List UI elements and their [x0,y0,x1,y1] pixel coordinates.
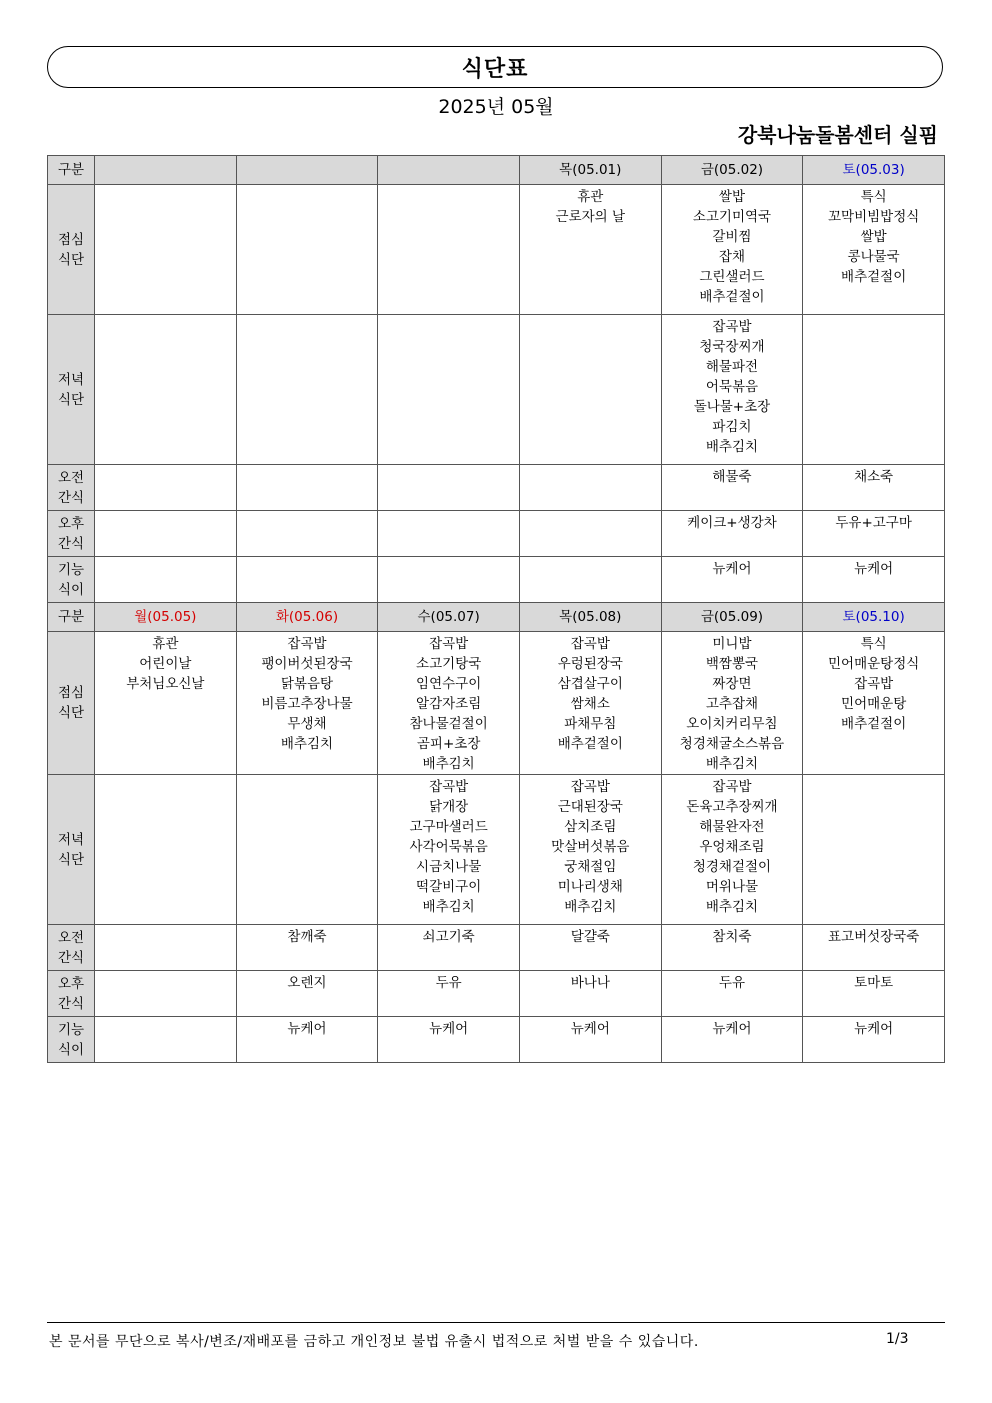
row-label-text: 식단 [57,705,85,721]
menu-item: 잡곡밥 [570,636,610,652]
menu-cell [95,465,237,511]
row-label [48,1017,95,1063]
menu-item: 우엉채조림 [699,839,765,855]
row-label-text: 오전 [57,929,85,946]
menu-item: 쌀밥 [718,189,745,205]
menu-item: 뉴케어 [287,1021,327,1037]
title-box [47,46,943,88]
menu-cell [236,465,378,511]
menu-item: 닭볶음탕 [280,676,334,692]
row-label-text: 오후 [57,975,85,992]
day-header: 금(05.02) [661,156,803,185]
day-header: 토(05.03) [803,156,945,185]
row-label [48,315,95,465]
footer-divider [47,1322,945,1323]
row-label [48,511,95,557]
menu-item: 두유 [718,975,745,991]
menu-item: 파채무침 [564,716,617,732]
menu-cell [661,971,803,1017]
menu-item: 뉴케어 [712,1021,752,1037]
menu-row-lunch [48,185,945,315]
menu-item: 뉴케어 [570,1021,610,1037]
menu-item: 미나리생채 [557,879,623,895]
menu-cell [803,511,945,557]
menu-cell [661,465,803,511]
menu-item: 케이크+생강차 [687,515,777,531]
menu-item: 오렌지 [287,975,327,991]
menu-row-am-snack [48,465,945,511]
menu-row-pm-snack [48,511,945,557]
menu-item: 쌀밥 [860,229,887,245]
menu-cell [236,775,378,925]
day-header: 토(05.10) [803,603,945,632]
day-header [378,156,520,185]
day-header: 목(05.08) [519,603,661,632]
menu-item: 돌나물+초장 [693,399,771,415]
menu-cell [661,557,803,603]
page-number: 1/3 [886,1331,909,1347]
menu-cell [661,925,803,971]
menu-cell [803,632,945,775]
menu-item: 채소죽 [854,469,894,485]
menu-cell [519,465,661,511]
menu-item: 배추김치 [280,736,334,752]
menu-item: 잡채 [718,249,745,265]
row-label-text: 간식 [57,995,85,1012]
menu-item: 그린샐러드 [699,269,765,285]
menu-item: 청국장찌개 [699,339,765,355]
menu-item: 임연수구이 [416,676,482,692]
menu-cell [236,632,378,775]
week-header-row [48,603,945,632]
menu-cell [95,511,237,557]
menu-cell [236,925,378,971]
menu-cell [378,185,520,315]
menu-cell [661,632,803,775]
menu-cell [519,775,661,925]
menu-item: 어린이날 [139,656,192,672]
day-header: 화(05.06) [236,603,378,632]
menu-item: 갈비찜 [712,229,752,245]
menu-cell [95,971,237,1017]
menu-item: 배추김치 [705,439,759,455]
menu-item: 배추김치 [422,756,475,772]
day-header: 수(05.07) [378,603,520,632]
day-header [95,156,237,185]
footer-notice: 본 문서를 무단으로 복사/변조/재배포를 금하고 개인정보 불법 유출시 법적으로 처벌 받을 수 있습니다. [49,1334,699,1350]
menu-cell [236,185,378,315]
menu-row-functional [48,557,945,603]
menu-item: 맛살버섯볶음 [551,839,630,855]
row-label-text: 식이 [57,1041,85,1058]
menu-item: 삼치조림 [564,819,617,835]
menu-cell [661,185,803,315]
menu-row-dinner [48,775,945,925]
menu-item: 백짬뽕국 [705,656,759,672]
menu-item: 배추김치 [422,899,475,915]
menu-cell [236,315,378,465]
menu-item: 궁채절임 [564,859,617,875]
menu-cell [378,557,520,603]
menu-item: 뉴케어 [854,1021,894,1037]
menu-cell [519,315,661,465]
row-label-text: 저녁 [57,371,85,388]
menu-cell [519,632,661,775]
menu-row-pm-snack [48,971,945,1017]
menu-item: 쌈채소 [570,696,610,712]
menu-item: 우렁된장국 [557,656,623,672]
menu-item: 소고기탕국 [416,656,482,672]
row-label [48,185,95,315]
menu-item: 특식 [860,189,887,205]
menu-item: 짜장면 [712,676,752,692]
menu-item: 달걀죽 [570,929,610,945]
menu-item: 뉴케어 [712,561,752,577]
row-label-text: 간식 [57,489,85,506]
menu-item: 사각어묵볶음 [409,839,488,855]
menu-cell [95,1017,237,1063]
row-label-text: 간식 [57,535,85,552]
menu-row-dinner [48,315,945,465]
row-label [48,465,95,511]
menu-item: 잡곡밥 [429,636,469,652]
menu-item: 토마토 [854,975,894,991]
menu-cell [519,557,661,603]
row-label-text: 기능 [57,1021,85,1038]
menu-item: 배추김치 [705,756,759,772]
menu-item: 무생채 [287,716,327,732]
menu-cell [236,511,378,557]
menu-cell [378,315,520,465]
menu-cell [378,775,520,925]
menu-cell [519,511,661,557]
row-label-text: 점심 [57,231,85,248]
menu-cell [803,557,945,603]
menu-cell [378,971,520,1017]
row-label-text: 식단 [57,391,85,408]
menu-item: 배추겉절이 [557,736,623,752]
menu-cell [95,315,237,465]
row-label [48,775,95,925]
row-label-text: 점심 [57,685,85,701]
day-header: 금(05.09) [661,603,803,632]
menu-item: 비름고추장나물 [261,696,353,712]
menu-item: 참깨죽 [287,929,327,945]
menu-cell [803,315,945,465]
day-header: 월(05.05) [95,603,237,632]
menu-item: 알감자조림 [416,696,482,712]
menu-item: 해물완자전 [699,819,765,835]
menu-item: 뉴케어 [854,561,894,577]
menu-item: 콩나물국 [847,249,900,265]
menu-item: 돈육고추장찌개 [686,799,778,815]
row-label-text: 식이 [57,581,85,598]
menu-cell [661,315,803,465]
menu-cell [95,632,237,775]
menu-item: 닭개장 [429,799,469,815]
menu-item: 뉴케어 [429,1021,469,1037]
menu-item: 해물죽 [712,469,752,485]
row-label-text: 오후 [57,515,85,532]
menu-item: 삼겹살구이 [557,676,623,692]
menu-cell [803,775,945,925]
menu-cell [95,185,237,315]
menu-cell [95,557,237,603]
menu-cell [519,185,661,315]
menu-table [47,155,945,1063]
menu-item: 곰피+초장 [416,736,481,752]
menu-cell [236,971,378,1017]
row-label-text: 오전 [57,469,85,486]
menu-cell [519,971,661,1017]
menu-row-am-snack [48,925,945,971]
row-label-text: 식단 [57,251,85,268]
menu-item: 어묵볶음 [705,379,759,395]
menu-item: 휴관 [577,189,604,205]
menu-cell [378,632,520,775]
row-label-text: 식단 [57,851,85,868]
menu-cell [519,1017,661,1063]
menu-cell [378,925,520,971]
menu-item: 특식 [860,636,887,652]
menu-item: 시금치나물 [416,859,482,875]
menu-cell [236,557,378,603]
row-label-text: 간식 [57,949,85,966]
menu-item: 잡곡밥 [429,779,469,795]
menu-item: 근로자의 날 [555,209,626,225]
menu-cell [378,465,520,511]
menu-item: 떡갈비구이 [416,879,482,895]
menu-cell [661,775,803,925]
menu-item: 배추김치 [705,899,759,915]
menu-item: 부처님오신날 [126,676,205,692]
menu-item: 청경채굴소스볶음 [679,736,785,752]
menu-cell [803,1017,945,1063]
menu-item: 고추잡채 [705,696,759,712]
menu-cell [803,465,945,511]
menu-item: 민어매운탕 [841,696,907,712]
menu-item: 청경채겉절이 [692,859,772,875]
menu-cell [519,925,661,971]
menu-cell [95,775,237,925]
menu-item: 민어매운탕정식 [827,656,920,672]
header-label: 구분 [48,156,95,185]
menu-item: 잡곡밥 [287,636,327,652]
menu-cell [236,1017,378,1063]
row-label [48,971,95,1017]
menu-item: 잡곡밥 [854,676,894,692]
menu-cell [661,511,803,557]
menu-item: 머위나물 [705,879,759,895]
row-label-text: 저녁 [57,831,85,848]
menu-item: 참치죽 [712,929,752,945]
menu-row-functional [48,1017,945,1063]
day-header [236,156,378,185]
menu-item: 근대된장국 [557,799,623,815]
week-header-row [48,156,945,185]
menu-item: 미니밥 [712,636,752,652]
menu-cell [95,925,237,971]
menu-row-lunch [48,632,945,775]
row-label [48,557,95,603]
page-title: 식단표 [461,56,529,82]
day-header: 목(05.01) [519,156,661,185]
menu-item: 바나나 [570,975,610,991]
menu-item: 배추겉절이 [841,269,907,285]
menu-cell [803,925,945,971]
menu-item: 파김치 [712,419,752,435]
menu-cell [378,511,520,557]
menu-item: 표고버섯장국죽 [827,929,920,945]
menu-cell [803,185,945,315]
menu-item: 소고기미역국 [692,209,772,225]
menu-item: 해물파전 [705,359,759,375]
menu-item: 배추김치 [564,899,617,915]
menu-item: 오이치커리무침 [686,716,778,732]
menu-item: 두유+고구마 [835,515,912,531]
subtitle-month: 2025년 05월 [438,96,554,118]
organization-name: 강북나눔돌봄센터 실핌 [737,123,938,147]
menu-item: 참나물겉절이 [409,716,488,732]
menu-item: 잡곡밥 [712,779,752,795]
menu-cell [803,971,945,1017]
menu-item: 팽이버섯된장국 [261,656,353,672]
menu-item: 휴관 [152,636,179,652]
menu-item: 꼬막비빔밥정식 [827,209,920,225]
row-label [48,632,95,775]
menu-item: 배추겉절이 [841,716,907,732]
menu-cell [661,1017,803,1063]
header-label: 구분 [48,603,95,632]
row-label [48,925,95,971]
menu-item: 잡곡밥 [712,319,752,335]
menu-item: 두유 [435,975,462,991]
row-label-text: 기능 [57,561,85,578]
menu-item: 배추겉절이 [699,289,765,305]
menu-item: 잡곡밥 [570,779,610,795]
menu-item: 쇠고기죽 [422,929,475,945]
menu-cell [378,1017,520,1063]
menu-item: 고구마샐러드 [409,819,488,835]
